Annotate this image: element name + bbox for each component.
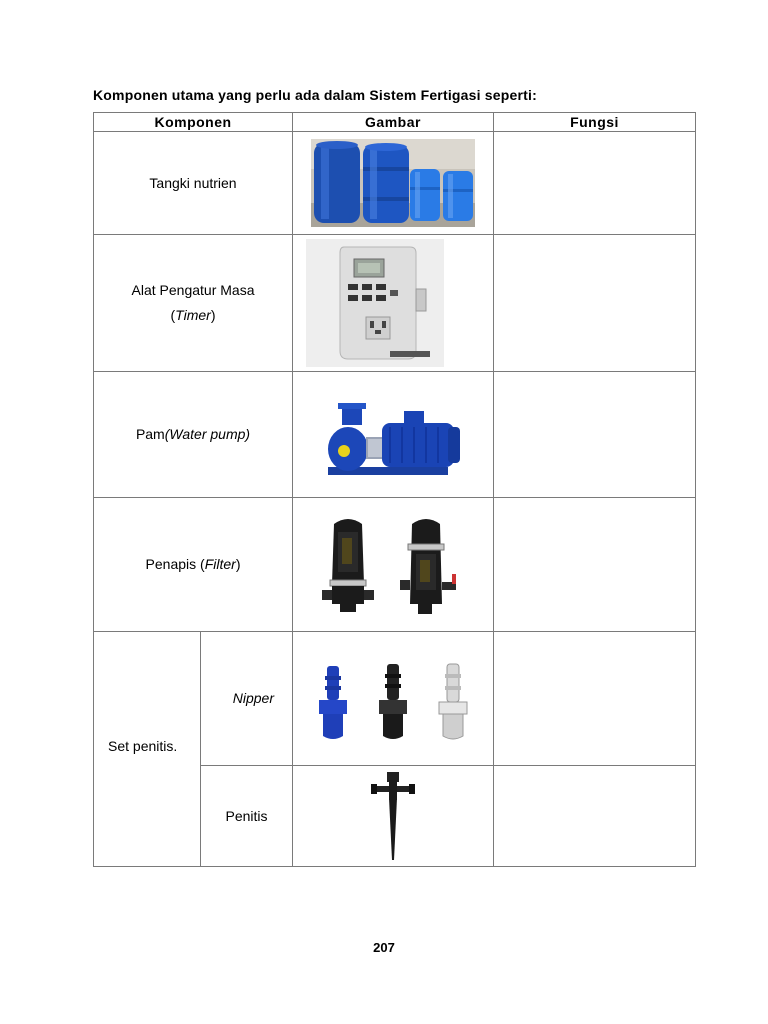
components-table [93, 112, 696, 867]
water-pump-image [318, 387, 468, 483]
table-row [94, 498, 696, 632]
table-row [94, 132, 696, 235]
image-cell [293, 766, 494, 867]
table-header-row [94, 113, 696, 132]
header-komponen: Komponen [94, 113, 293, 132]
fungsi-cell-empty [494, 235, 696, 372]
nipple-fittings-image [307, 644, 479, 754]
plug-timer-image [306, 239, 444, 367]
header-gambar: Gambar [293, 113, 494, 132]
page-number: 207 [373, 940, 395, 955]
page-heading: Komponen utama yang perlu ada dalam Sistem Fertigasi seperti: [93, 87, 537, 103]
filters-image [318, 514, 468, 616]
sub-component-label: Penitis [201, 766, 293, 867]
component-label: Alat Pengatur Masa (Timer) [94, 235, 293, 372]
component-label: Tangki nutrien [94, 132, 293, 235]
component-label: Pam(Water pump) [94, 372, 293, 498]
table-row [94, 632, 696, 766]
image-cell [293, 498, 494, 632]
component-label: Set penitis. [94, 632, 201, 867]
table-row [94, 235, 696, 372]
fungsi-cell-empty [494, 372, 696, 498]
dripper-stake-image [343, 768, 443, 864]
fungsi-cell-empty [494, 498, 696, 632]
image-cell [293, 132, 494, 235]
header-fungsi: Fungsi [494, 113, 696, 132]
fungsi-cell-empty [494, 632, 696, 766]
component-label: Penapis (Filter) [94, 498, 293, 632]
blue-barrels-image [311, 139, 475, 227]
fungsi-cell-empty [494, 766, 696, 867]
image-cell [293, 372, 494, 498]
table-row [94, 372, 696, 498]
sub-component-label: Nipper [201, 632, 293, 766]
fungsi-cell-empty [494, 132, 696, 235]
image-cell [293, 235, 494, 372]
image-cell [293, 632, 494, 766]
